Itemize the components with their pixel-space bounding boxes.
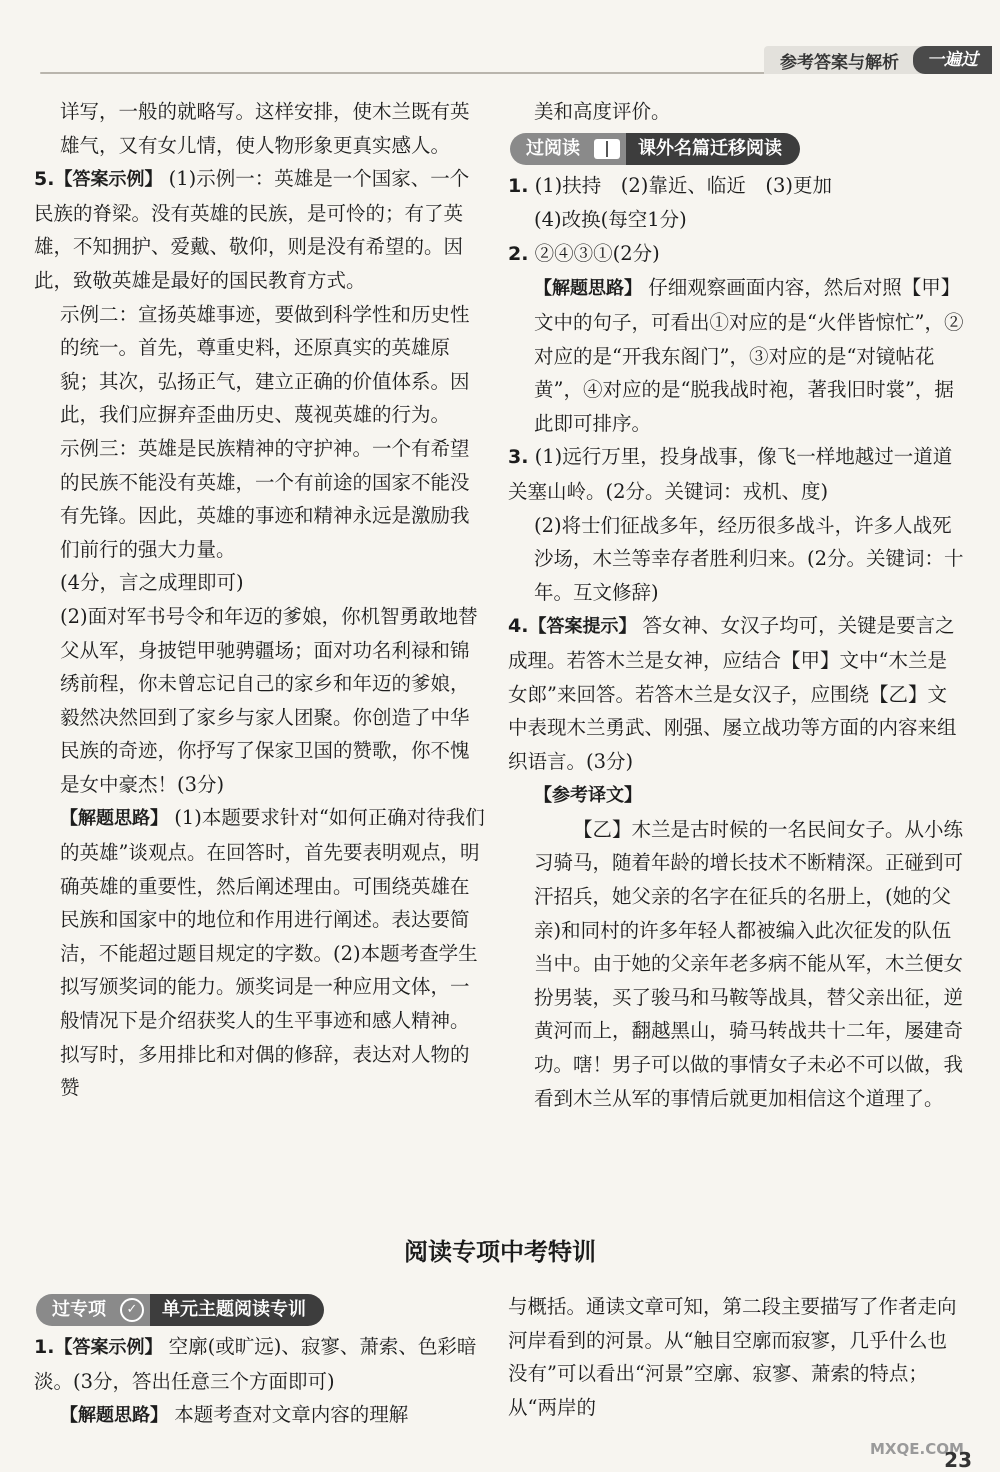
answer-text: (1)扶持 (2)靠近、临近 (3)更加 [534,173,833,197]
page-number: 23 [944,1448,972,1472]
banner-right: 课外名篇迁移阅读 [626,133,800,165]
bottom-right-column [508,1290,964,1424]
thinking [34,1398,486,1433]
banner-right: 单元主题阅读专训 [150,1294,324,1326]
answer-text: (2)将士们征战多年，经历很多战斗，许多人战死沙场，木兰等幸存者胜利归来。(2分。关键词：十年。互文修辞) [534,513,964,604]
answer-text: (1)远行万里，投身战事，像飞一样地越过一道道关塞山岭。(2分。关键词：戎机、度) [508,445,953,503]
answer-tag: 【答案示例】 [54,169,163,191]
thinking-tag: 【解题思路】 [60,808,168,830]
right-column [508,95,964,1115]
banner-left: 过专项 [36,1294,114,1326]
question-4 [508,609,964,778]
thinking [34,801,486,1104]
answer-tag: 【答案示例】 [54,1337,163,1358]
thinking [508,271,964,440]
banner-left: 过阅读 [510,133,588,165]
paragraph: 详写，一般的就略写。这样安排，使木兰既有英雄气，又有女儿情，使人物形象更真实感人。 [60,100,470,157]
paragraph: 与概括。通读文章可知，第二段主要描写了作者走向河岸看到的河景。从“触目空廓而寂寥，几乎什么也没有”可以看出“河景”空廓、寂寥、萧索的特点；从“两岸的 [508,1295,957,1419]
question-number: 5. [34,168,55,191]
question-5 [34,162,486,297]
question-1 [34,1330,486,1398]
header-tab [764,46,992,74]
thinking-text: 仔细观察画面内容，然后对照【甲】文中的句子，可看出①对应的是“火伴皆惊忙”，②对应的是“开我东阁门”，③对应的是“对镜帖花黄”，④对应的是“脱我战时袍，著我旧时裳”，据此即可排序。 [534,276,964,435]
question-3 [508,440,964,508]
question-2 [508,237,964,272]
reading-banner [510,133,800,165]
brand-label: 一遍过 [913,46,992,74]
score-note: (4分，言之成理即可) [60,571,244,595]
thinking-text: (1)本题要求针对“如何正确对待我们的英雄”谈观点。在回答时，首先要表明观点，明确英雄的重要性，然后阐述理由。可围绕英雄在民族和国家中的地位和作用进行阐述。表达要简洁，不能超过题目规定的字数。(2)本题考查学生拟写颁奖词的能力。颁奖词是一种应用文体，一般情况下是介绍获奖人的生平事迹和感人精神。拟写时，多用排比和对偶的修辞，表达对人物的赞 [60,806,485,1100]
thinking-tag: 【解题思路】 [60,1405,168,1427]
answer-text: 空廓(或旷远)、寂寥、萧索、色彩暗淡。(3分，答出任意三个方面即可) [34,1335,477,1393]
watermark: MXQE.COM [870,1440,964,1458]
answer-tag: 【答案提示】 [528,616,637,638]
book-icon [588,133,626,165]
bottom-left-column [34,1290,486,1433]
left-column [34,95,486,1105]
thinking-tag: 【解题思路】 [534,278,642,300]
translation-text: 【乙】木兰是古时候的一名民间女子。从小练习骑马，随着年龄的增长技术不断精深。正碰到可汗招兵，她父亲的名字在征兵的名册上，(她的父亲)和同村的许多年轻人都被编入此次征发的队伍当中。由于她的父亲年老多病不能从军，木兰便女扮男装，买了骏马和马鞍等战具，替父亲出征，逆黄河而上，翻越黑山，骑马转战共十二年，屡建奇功。嗐！男子可以做的事情女子未必不可以做，我看到木兰从军的事情后就更加相信这个道理了。 [534,817,964,1110]
answer-example-3: 示例三：英雄是民族精神的守护神。一个有希望的民族不能没有英雄，一个有前途的国家不能没有先锋。因此，英雄的事迹和精神永远是激励我们前行的强大力量。 [60,436,470,561]
answer-part-2: (2)面对军书号令和年迈的爹娘，你机智勇敢地替父从军，身披铠甲驰骋疆场；面对功名利禄和锦绣前程，你未曾忘记自己的家乡和年迈的爹娘，毅然决然回到了家乡与家人团聚。你创造了中华民族的奇迹，你抒写了保家卫国的赞歌，你不愧是女中豪杰！(3分) [60,604,478,796]
answers-label: 参考答案与解析 [780,52,899,73]
question-number: 1. [508,174,529,197]
check-icon: ✓ [114,1294,150,1326]
question-number: 1. [34,1336,55,1358]
special-banner [36,1294,324,1326]
translation-tag: 【参考译文】 [534,785,642,807]
question-1 [508,169,964,204]
answer-example-1: (1)示例一：英雄是一个国家、一个民族的脊梁。没有英雄的民族，是可怜的；有了英雄，不知拥护、爱戴、敬仰，则是没有希望的。因此，致敬英雄是最好的国民教育方式。 [34,167,470,292]
paragraph: 美和高度评价。 [534,100,671,123]
answer-text: (4)改换(每空1分) [534,208,687,232]
question-number: 4. [508,615,529,638]
answer-example-2: 示例二：宣扬英雄事迹，要做到科学性和历史性的统一。首先，尊重史料，还原真实的英雄原貌；其次，弘扬正气，建立正确的价值体系。因此，我们应摒弃歪曲历史、蔑视英雄的行为。 [60,302,470,427]
question-number: 3. [508,446,529,469]
answer-text: 答女神、女汉子均可，关键是要言之成理。若答木兰是女神，应结合【甲】文中“木兰是女郎”来回答。若答木兰是女汉子，应围绕【乙】文中表现木兰勇武、刚强、屡立战功等方面的内容来组织语言。(3分) [508,614,957,773]
thinking-text: 本题考查对文章内容的理解 [174,1403,409,1427]
question-number: 2. [508,242,529,265]
answer-text: ②④③①(2分) [534,241,660,265]
page-header [0,0,1000,80]
section-title: 阅读专项中考特训 [404,1238,596,1266]
